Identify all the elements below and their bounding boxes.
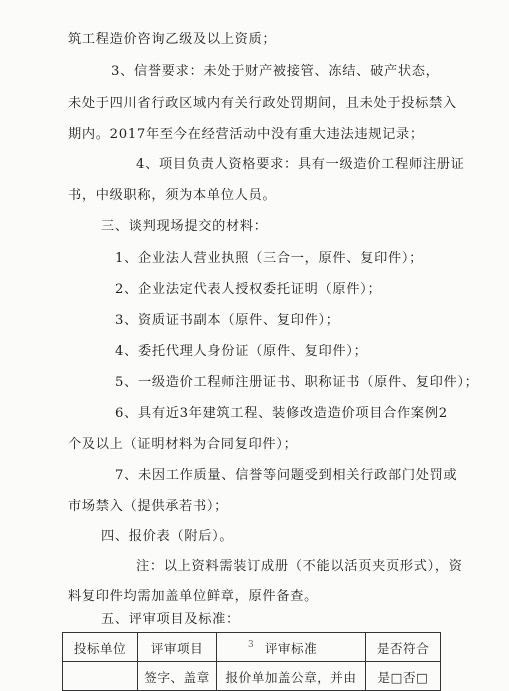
section-heading-5: 五、评审项目及标准： (101, 612, 240, 627)
text-line-4: 期内。2017年至今在经营活动中没有重大违法违规记录； (68, 127, 424, 142)
text-line-15: 7、未因工作质量、信誉等问题受到相关行政部门处罚或 (115, 468, 458, 483)
text-line-1: 筑工程造价咨询乙级及以上资质； (68, 32, 277, 47)
text-line-6: 书，中级职称，须为本单位人员。 (68, 188, 277, 203)
table-header-cell: 评审项目 (138, 633, 217, 662)
text-line-3: 未处于四川省行政区域内有关行政处罚期间，且未处于投标禁入 (68, 96, 457, 111)
table-cell: 报价单加盖公章，并由 (217, 662, 366, 691)
text-line-2: 3、信誉要求：未处于财产被接管、冻结、破产状态， (111, 64, 440, 79)
text-line-9: 2、企业法定代表人授权委托证明（原件）； (115, 282, 382, 297)
text-line-16: 市场禁入（提供承若书）； (68, 499, 229, 514)
table-header-cell: 是否符合 (366, 633, 441, 662)
text-line-14: 个及以上（证明材料为合同复印件）； (68, 437, 298, 452)
table-cell: 是□否□ (366, 662, 441, 691)
text-line-11: 4、委托代理人身份证（原件、复印件）； (115, 344, 368, 359)
text-line-12: 5、一级造价工程师注册证书、职称证书（原件、复印件）； (115, 375, 479, 390)
table-header-cell: 投标单位 (63, 633, 138, 662)
table-cell: 签字、盖章 (138, 662, 217, 691)
text-line-10: 3、资质证书副本（原件、复印件）； (115, 313, 340, 328)
text-line-5: 4、项目负责人资格要求：具有一级造价工程师注册证 (136, 157, 465, 172)
page-number: 3 (248, 640, 254, 650)
text-line-18: 注：以上资料需装订成册（不能以活页夹页形式），资 (136, 559, 463, 574)
section-heading-3: 三、谈判现场提交的材料： (101, 219, 268, 234)
table-cell (63, 662, 138, 691)
table-header-cell: 评审标准 (217, 633, 366, 662)
table-row (63, 662, 441, 691)
text-line-8: 1、企业法人营业执照（三合一，原件、复印件）； (115, 251, 424, 266)
section-heading-4: 四、报价表（附后）。 (101, 529, 234, 544)
text-line-19: 料复印件均需加盖单位鲜章，原件备查。 (68, 589, 318, 604)
text-line-13: 6、具有近3年建筑工程、装修改造造价项目合作案例2 (115, 406, 448, 421)
